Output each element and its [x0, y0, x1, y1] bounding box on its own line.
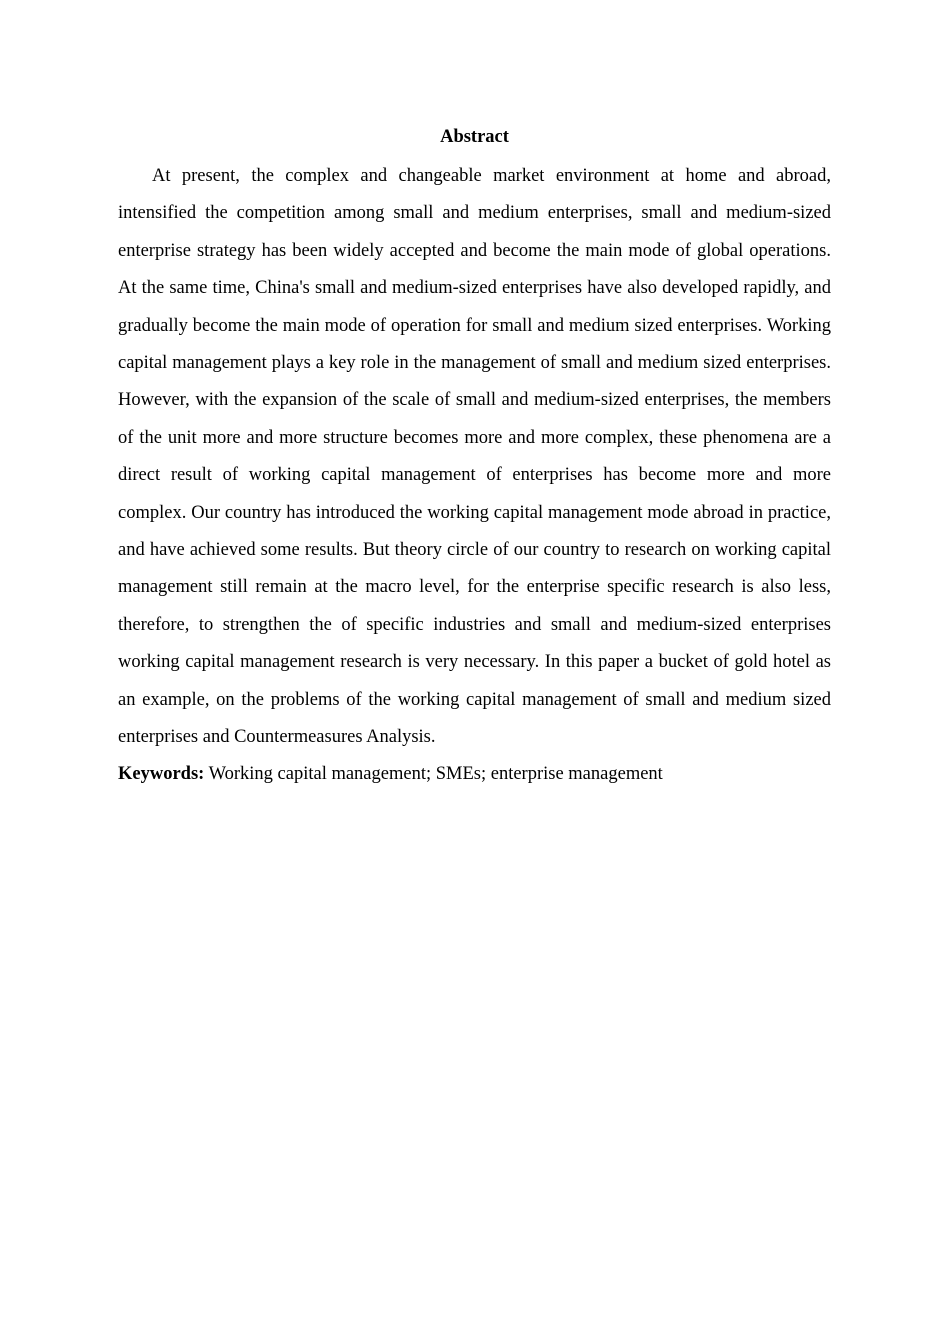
keywords-label: Keywords:: [118, 763, 205, 784]
keywords-text: Working capital management; SMEs; enterprise management: [204, 763, 663, 784]
abstract-body: At present, the complex and changeable market environment at home and abroad, intensified the competition among small and medium enterprises, small and medium-sized enterprise strategy has been widely accepted and become the main mode of global operations. At the same time, China's small and medium-sized enterprises have also developed rapidly, and gradually become the main mode of operation for small and medium sized enterprises. Working capital management plays a key role in the management of small and medium sized enterprises. However, with the expansion of the scale of small and medium-sized enterprises, the members of the unit more and more structure becomes more and more complex, these phenomena are a direct result of working capital management of enterprises has become more and more complex. Our country has introduced the working capital management mode abroad in practice, and have achieved some results. But theory circle of our country to research on working capital management still remain at the macro level, for the enterprise specific research is also less, therefore, to strengthen the of specific industries and small and medium-sized enterprises working capital management research is very necessary. In this paper a bucket of gold hotel as an example, on the problems of the working capital management of small and medium sized enterprises and Countermeasures Analysis.: [118, 166, 831, 748]
abstract-section: [118, 124, 831, 791]
keywords-line: [118, 757, 831, 791]
abstract-title: Abstract: [440, 127, 509, 147]
